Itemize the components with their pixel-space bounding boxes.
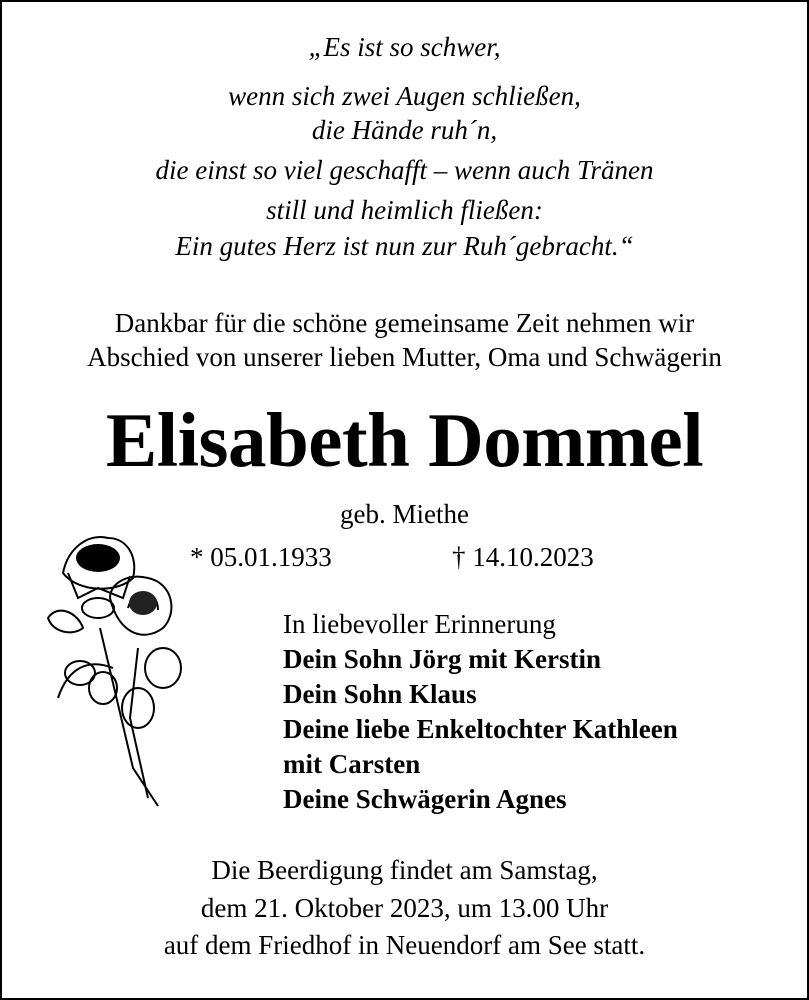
deceased-name: Elisabeth Dommel bbox=[105, 397, 704, 483]
mourner-name: Dein Sohn Jörg mit Kerstin bbox=[283, 644, 602, 674]
poem-line: die Hände ruh´n, bbox=[311, 115, 498, 145]
mourner-name: Deine liebe Enkeltochter Kathleen bbox=[283, 714, 678, 744]
mourner-name: mit Carsten bbox=[283, 749, 421, 779]
rose-illustration bbox=[38, 518, 198, 818]
mourner-name: Dein Sohn Klaus bbox=[283, 679, 477, 709]
funeral-line: Die Beerdigung findet am Samstag, bbox=[211, 855, 598, 885]
maiden-name: geb. Miethe bbox=[340, 499, 469, 529]
birth-date: * 05.01.1933 bbox=[190, 542, 332, 572]
mourner-name: Deine Schwägerin Agnes bbox=[283, 784, 567, 814]
funeral-line: auf dem Friedhof in Neuendorf am See statt. bbox=[163, 930, 646, 960]
poem-line: die einst so viel geschafft – wenn auch Tränen bbox=[155, 155, 654, 185]
poem-line: Ein gutes Herz ist nun zur Ruh´gebracht.“ bbox=[175, 231, 634, 261]
intro-line: Abschied von unserer lieben Mutter, Oma und Schwägerin bbox=[87, 342, 722, 372]
mourners-heading: In liebevoller Erinnerung bbox=[283, 609, 556, 639]
funeral-line: dem 21. Oktober 2023, um 13.00 Uhr bbox=[200, 893, 609, 923]
poem-line: wenn sich zwei Augen schließen, bbox=[228, 81, 581, 111]
intro-line: Dankbar für die schöne gemeinsame Zeit nehmen wir bbox=[114, 308, 695, 338]
death-date: † 14.10.2023 bbox=[452, 542, 594, 572]
poem-line: still und heimlich fließen: bbox=[266, 195, 543, 225]
poem-line: „Es ist so schwer, bbox=[308, 32, 501, 62]
